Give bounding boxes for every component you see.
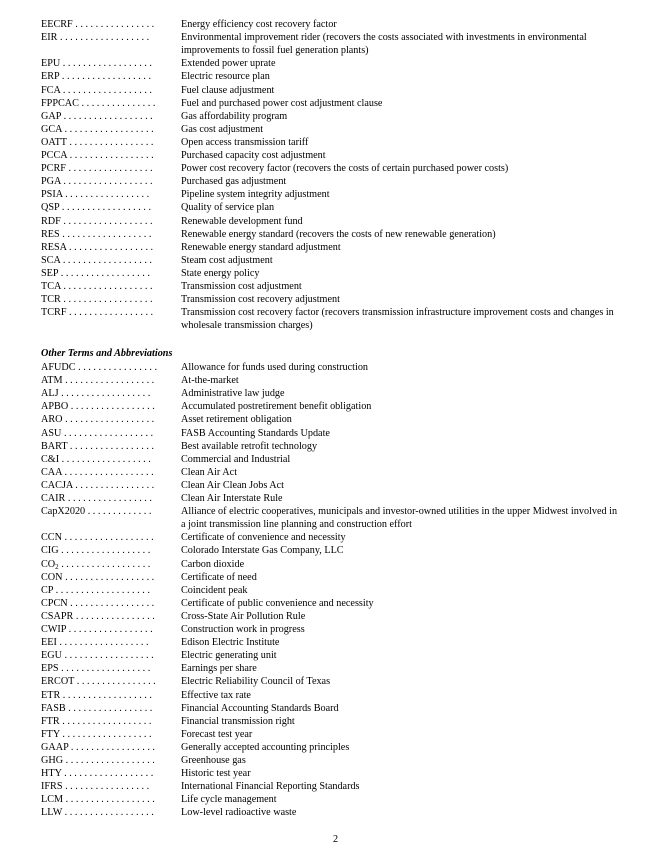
glossary-definition: Administrative law judge xyxy=(181,388,285,400)
glossary-term: ETR . . . . . . . . . . . . . . . . . . xyxy=(41,689,152,701)
glossary-definition: Financial transmission right xyxy=(181,715,295,727)
glossary-term-text: FCA xyxy=(41,84,61,96)
glossary-term-text: FTY xyxy=(41,728,60,740)
glossary-term: RESA . . . . . . . . . . . . . . . . . xyxy=(41,241,154,253)
glossary-definition: At-the-market xyxy=(181,375,239,387)
glossary-definition: International Financial Reporting Standards xyxy=(181,781,360,793)
glossary-definition: Edison Electric Institute xyxy=(181,637,280,649)
glossary-definition: Low-level radioactive waste xyxy=(181,807,297,819)
glossary-term: C&I . . . . . . . . . . . . . . . . . . xyxy=(41,453,151,465)
glossary-term: EEI . . . . . . . . . . . . . . . . . . xyxy=(41,637,149,649)
glossary-definition: Colorado Interstate Gas Company, LLC xyxy=(181,545,344,557)
glossary-definition: Clean Air Interstate Rule xyxy=(181,493,283,504)
glossary-term: SCA . . . . . . . . . . . . . . . . . . xyxy=(41,254,152,266)
glossary-definition: Quality of service plan xyxy=(181,202,275,214)
glossary-term-text: GCA xyxy=(41,123,62,135)
glossary-term-text: TCRF xyxy=(41,307,67,319)
glossary-definition: Best available retrofit technology xyxy=(181,440,318,452)
glossary-term: ARO . . . . . . . . . . . . . . . . . . xyxy=(41,414,155,426)
glossary-term-text: OATT xyxy=(41,136,67,148)
glossary-term: FCA . . . . . . . . . . . . . . . . . . xyxy=(41,84,152,96)
glossary-term-text: EEI xyxy=(41,637,57,649)
glossary-definition: Certificate of need xyxy=(181,571,257,583)
glossary-term-text: FPPCAC xyxy=(41,97,79,109)
glossary-definition: Purchased capacity cost adjustment xyxy=(181,150,326,161)
glossary-term: QSP . . . . . . . . . . . . . . . . . . xyxy=(41,202,151,214)
glossary-term-text: CAIR xyxy=(41,493,66,504)
glossary-term-text: C&I xyxy=(41,453,60,465)
glossary-term: FPPCAC . . . . . . . . . . . . . . . xyxy=(41,97,156,109)
glossary-definition: Commercial and Industrial xyxy=(181,453,291,465)
glossary-term-text: ETR xyxy=(41,689,61,701)
glossary-term-text: ERP xyxy=(41,71,60,83)
glossary-term-text: CP xyxy=(41,584,54,596)
glossary-term: OATT . . . . . . . . . . . . . . . . . xyxy=(41,136,154,148)
glossary-term: TCRF . . . . . . . . . . . . . . . . . xyxy=(41,307,154,319)
glossary-term-text: CCN xyxy=(41,532,62,544)
glossary-definition: Forecast test year xyxy=(181,728,253,740)
glossary-definition: Transmission cost recovery adjustment xyxy=(181,294,340,306)
glossary-definition: Power cost recovery factor (recovers the costs of certain purchased power costs) xyxy=(181,163,509,175)
glossary-definition: Fuel clause adjustment xyxy=(181,84,275,96)
glossary-definition: Certificate of convenience and necessity xyxy=(181,532,346,544)
glossary-definition: Renewable development fund xyxy=(181,215,303,227)
glossary-term-text: APBO xyxy=(41,401,69,413)
glossary-term-text: PSIA xyxy=(41,189,63,201)
glossary-term: EPS . . . . . . . . . . . . . . . . . . xyxy=(41,663,151,675)
glossary-term: CAA . . . . . . . . . . . . . . . . . . xyxy=(41,466,154,478)
glossary-term: AFUDC . . . . . . . . . . . . . . . . xyxy=(41,362,158,373)
glossary-definition: Allowance for funds used during construction xyxy=(181,362,369,373)
glossary-definition: Energy efficiency cost recovery factor xyxy=(181,19,337,30)
glossary-definition: Gas affordability program xyxy=(181,110,288,122)
glossary-term-text: EGU xyxy=(41,650,62,662)
glossary-definition: Effective tax rate xyxy=(181,689,251,701)
glossary-term-text: CapX2020 xyxy=(41,506,86,518)
glossary-term: CapX2020 . . . . . . . . . . . . . xyxy=(41,506,152,518)
glossary-term: SEP . . . . . . . . . . . . . . . . . . xyxy=(41,267,150,279)
glossary-term-text: CIG xyxy=(41,545,59,557)
glossary-term-text: CSAPR xyxy=(41,610,74,622)
glossary-term: CACJA . . . . . . . . . . . . . . . . xyxy=(41,479,155,491)
glossary-definition: Construction work in progress xyxy=(181,624,305,635)
glossary-term: CON . . . . . . . . . . . . . . . . . . xyxy=(41,571,155,583)
glossary-term-text: GAAP xyxy=(41,741,69,753)
glossary-term-text: GHG xyxy=(41,755,64,766)
glossary-definition: Gas cost adjustment xyxy=(181,123,264,135)
glossary-term: LLW . . . . . . . . . . . . . . . . . . xyxy=(41,807,154,819)
glossary-term: LCM . . . . . . . . . . . . . . . . . . xyxy=(41,794,155,806)
glossary-term-text: TCA xyxy=(41,281,61,292)
glossary-definition: Financial Accounting Standards Board xyxy=(181,702,339,714)
glossary-term: CWIP . . . . . . . . . . . . . . . . . xyxy=(41,624,153,635)
glossary-term: PCCA . . . . . . . . . . . . . . . . . xyxy=(41,150,154,161)
glossary-term: RDF . . . . . . . . . . . . . . . . . . xyxy=(41,215,153,227)
glossary-definition: Greenhouse gas xyxy=(181,755,246,766)
glossary-term: EPU . . . . . . . . . . . . . . . . . . xyxy=(41,58,152,70)
glossary-term: GAAP . . . . . . . . . . . . . . . . . xyxy=(41,741,155,753)
glossary-definition: Transmission cost recovery factor (recovers transmission infrastructure improvement costs and changes in wholesale transmission charges) xyxy=(181,307,614,331)
glossary-definition: Environmental improvement rider (recovers the costs associated with investments in environmental improvements to fossil fuel generation plants) xyxy=(181,32,587,56)
glossary-term-text: CPCN xyxy=(41,597,68,609)
glossary-definition: Fuel and purchased power cost adjustment clause xyxy=(181,97,383,109)
glossary-term-text: RES xyxy=(41,228,60,240)
glossary-definition: FASB Accounting Standards Update xyxy=(181,427,330,439)
glossary-term-text: RDF xyxy=(41,215,61,227)
glossary-definition: Electric resource plan xyxy=(181,71,270,83)
glossary-term: CIG . . . . . . . . . . . . . . . . . . xyxy=(41,545,151,557)
glossary-definition: Purchased gas adjustment xyxy=(181,176,287,188)
glossary-definition: Extended power uprate xyxy=(181,58,276,70)
glossary-definition: Earnings per share xyxy=(181,663,257,675)
glossary-definition: Certificate of public convenience and necessity xyxy=(181,597,374,609)
glossary-term: ALJ . . . . . . . . . . . . . . . . . . xyxy=(41,388,151,400)
glossary-term: GHG . . . . . . . . . . . . . . . . . . xyxy=(41,755,155,766)
glossary-definition: Clean Air Act xyxy=(181,466,238,478)
glossary-term-text: IFRS xyxy=(41,781,63,793)
page-number: 2 xyxy=(332,834,339,845)
glossary-term: HTY . . . . . . . . . . . . . . . . . . xyxy=(41,768,154,780)
glossary-term-text xyxy=(41,559,59,570)
glossary-term: CP . . . . . . . . . . . . . . . . . . . xyxy=(41,584,150,596)
glossary-term-text: LLW xyxy=(41,807,63,819)
glossary-definition: Carbon dioxide xyxy=(181,558,245,570)
glossary-term-text: ALJ xyxy=(41,388,59,400)
glossary-definition: Alliance of electric cooperatives, municipals and investor-owned utilities in the upper Midwest involved in a joint transmission line planning and construction effort xyxy=(181,506,618,530)
glossary-definition: Generally accepted accounting principles xyxy=(181,741,350,753)
glossary-term-text: LCM xyxy=(41,794,64,806)
glossary-term-text: CWIP xyxy=(41,624,67,635)
glossary-definition: Renewable energy standard adjustment xyxy=(181,241,341,253)
glossary-term: ERCOT . . . . . . . . . . . . . . . . xyxy=(41,676,156,688)
glossary-term-text: EPU xyxy=(41,58,61,70)
glossary-definition: Electric generating unit xyxy=(181,650,277,662)
glossary-term: FASB . . . . . . . . . . . . . . . . . xyxy=(41,702,153,714)
glossary-definition: Coincident peak xyxy=(181,584,248,596)
glossary-term-text: PCCA xyxy=(41,150,68,161)
glossary-definition: Open access transmission tariff xyxy=(181,136,309,148)
glossary-definition: Pipeline system integrity adjustment xyxy=(181,189,330,201)
glossary-definition: Electric Reliability Council of Texas xyxy=(181,676,331,688)
glossary-term-text: EIR xyxy=(41,32,58,44)
glossary-term-text: ASU xyxy=(41,427,62,439)
glossary-term: BART . . . . . . . . . . . . . . . . . xyxy=(41,440,154,452)
glossary-term-text: AFUDC xyxy=(41,362,76,373)
glossary-term-text: SCA xyxy=(41,254,61,266)
glossary-term: PCRF . . . . . . . . . . . . . . . . . xyxy=(41,163,153,175)
glossary-term-text: ATM xyxy=(41,375,63,387)
glossary-term-text: ARO xyxy=(41,414,63,426)
glossary-term: PGA . . . . . . . . . . . . . . . . . . xyxy=(41,176,153,188)
glossary-term-text: EECRF xyxy=(41,19,73,30)
glossary-definition: Asset retirement obligation xyxy=(181,414,292,426)
glossary-term-text: EPS xyxy=(41,663,59,675)
glossary-definition: State energy policy xyxy=(181,267,260,279)
glossary-term: FTR . . . . . . . . . . . . . . . . . . xyxy=(41,715,152,727)
glossary-term-text: ERCOT xyxy=(41,676,75,688)
glossary-definition: Clean Air Clean Jobs Act xyxy=(181,479,284,491)
glossary-term: IFRS . . . . . . . . . . . . . . . . . xyxy=(41,781,150,793)
glossary-term-text: CON xyxy=(41,571,63,583)
glossary-term: GAP . . . . . . . . . . . . . . . . . . xyxy=(41,110,153,122)
glossary-term-text: CAA xyxy=(41,466,62,478)
glossary-term-base: CO xyxy=(41,558,56,570)
glossary-term-text: QSP xyxy=(41,202,60,214)
glossary-definition: Accumulated postretirement benefit obligation xyxy=(181,401,372,413)
glossary-term: APBO . . . . . . . . . . . . . . . . . xyxy=(41,401,155,413)
glossary-definition: Cross-State Air Pollution Rule xyxy=(181,610,306,622)
glossary-term: GCA . . . . . . . . . . . . . . . . . . xyxy=(41,123,154,135)
glossary-term: ATM . . . . . . . . . . . . . . . . . . xyxy=(41,375,155,387)
glossary-term-text: FASB xyxy=(41,702,66,714)
glossary-term: FTY . . . . . . . . . . . . . . . . . . xyxy=(41,728,152,740)
glossary-term: $CO_2$ . . . . . . . . . . . . . . . . . . xyxy=(41,558,151,571)
glossary-term: RES . . . . . . . . . . . . . . . . . . xyxy=(41,228,152,240)
glossary-term: TCA . . . . . . . . . . . . . . . . . . xyxy=(41,281,153,292)
glossary-definition: Historic test year xyxy=(181,768,251,780)
glossary-term-text: CACJA xyxy=(41,479,73,491)
glossary-definition: Steam cost adjustment xyxy=(181,254,273,266)
glossary-term: CPCN . . . . . . . . . . . . . . . . . xyxy=(41,597,155,609)
glossary-term: EECRF . . . . . . . . . . . . . . . . xyxy=(41,19,155,30)
glossary-term: EGU . . . . . . . . . . . . . . . . . . xyxy=(41,650,154,662)
glossary-term-text: RESA xyxy=(41,241,67,253)
glossary-term-text: TCR xyxy=(41,294,61,306)
glossary-definition: Life cycle management xyxy=(181,794,277,806)
glossary-term: ASU . . . . . . . . . . . . . . . . . . xyxy=(41,427,154,439)
glossary-term-text: SEP xyxy=(41,267,59,279)
glossary-term-text: PGA xyxy=(41,176,61,188)
glossary-term: TCR . . . . . . . . . . . . . . . . . . xyxy=(41,294,153,306)
glossary-definition: Transmission cost adjustment xyxy=(181,281,302,292)
glossary-term: CCN . . . . . . . . . . . . . . . . . . xyxy=(41,532,154,544)
glossary-definition: Renewable energy standard (recovers the costs of new renewable generation) xyxy=(181,228,496,240)
glossary-term-subscript: 2 xyxy=(55,562,59,571)
glossary-term-text: PCRF xyxy=(41,163,66,175)
glossary-term-text: GAP xyxy=(41,110,62,122)
glossary-term: EIR . . . . . . . . . . . . . . . . . . xyxy=(41,32,150,44)
glossary-term: CAIR . . . . . . . . . . . . . . . . . xyxy=(41,493,152,504)
glossary-term: CSAPR . . . . . . . . . . . . . . . . xyxy=(41,610,155,622)
glossary-term-text: HTY xyxy=(41,768,62,780)
section-heading-other-terms: Other Terms and Abbreviations xyxy=(41,348,173,359)
glossary-term-text: FTR xyxy=(41,715,60,727)
glossary-term: PSIA . . . . . . . . . . . . . . . . . xyxy=(41,189,150,201)
glossary-term: ERP . . . . . . . . . . . . . . . . . . xyxy=(41,71,151,83)
glossary-term-text: BART xyxy=(41,440,68,452)
